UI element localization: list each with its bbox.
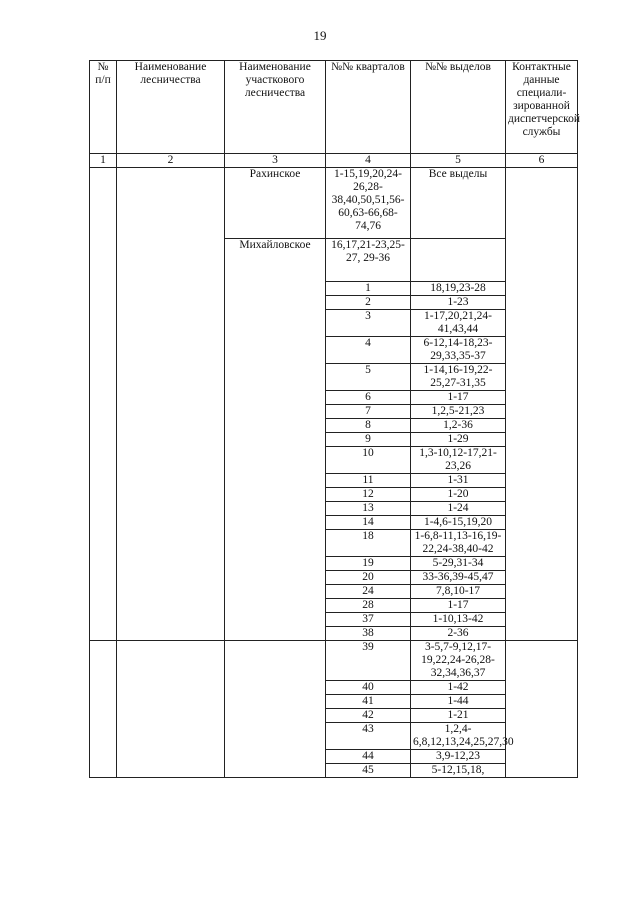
column-number: 5 bbox=[411, 154, 506, 168]
allotment-cell: 5-29,31-34 bbox=[411, 557, 506, 571]
quarter-cell: 28 bbox=[326, 599, 411, 613]
quarter-cell: 38 bbox=[326, 627, 411, 641]
table-row-rakhinskoe bbox=[90, 168, 578, 239]
column-number: 1 bbox=[90, 154, 117, 168]
quarter-cell: 2 bbox=[326, 296, 411, 310]
allotment-cell: 1,2-36 bbox=[411, 419, 506, 433]
column-number: 6 bbox=[506, 154, 578, 168]
quarter-cell: 14 bbox=[326, 516, 411, 530]
allotment-cell: 3,9-12,23 bbox=[411, 750, 506, 764]
forestry-table bbox=[89, 60, 581, 778]
quarter-cell: 42 bbox=[326, 709, 411, 723]
quarter-cell: 40 bbox=[326, 681, 411, 695]
table-row bbox=[90, 641, 578, 681]
quarter-cell: 43 bbox=[326, 723, 411, 750]
header-cell-allotments: №№ выделов bbox=[411, 61, 506, 154]
quarter-cell: 24 bbox=[326, 585, 411, 599]
quarter-cell: 9 bbox=[326, 433, 411, 447]
allotment-cell: 1,2,4-6,8,12,13,24,25,27,30 bbox=[411, 723, 506, 750]
header-cell-district-forestry: Наименование участкового лесничества bbox=[225, 61, 326, 154]
quarter-cell: 5 bbox=[326, 364, 411, 391]
allotment-cell: 1-44 bbox=[411, 695, 506, 709]
header-cell-number: № п/п bbox=[90, 61, 117, 154]
column-number: 4 bbox=[326, 154, 411, 168]
allotment-cell: 1-24 bbox=[411, 502, 506, 516]
allotment-cell: 18,19,23-28 bbox=[411, 282, 506, 296]
section2-number-cell bbox=[90, 641, 117, 778]
quarter-cell: 10 bbox=[326, 447, 411, 474]
allotment-cell: 1-17 bbox=[411, 599, 506, 613]
allotments-rakhinskoe: Все выделы bbox=[411, 168, 506, 239]
allotment-cell: 1-23 bbox=[411, 296, 506, 310]
section1-forestry-cell bbox=[117, 168, 225, 641]
allotment-cell: 1-21 bbox=[411, 709, 506, 723]
header-cell-forestry: Наименование лесничества bbox=[117, 61, 225, 154]
forestry-table-container bbox=[89, 60, 581, 778]
allotment-cell: 1-20 bbox=[411, 488, 506, 502]
quarter-cell: 19 bbox=[326, 557, 411, 571]
allotment-cell: 33-36,39-45,47 bbox=[411, 571, 506, 585]
header-cell-contacts: Контактные данные специали- зированной диспетчерской службы bbox=[506, 61, 578, 154]
allotment-cell: 3-5,7-9,12,17-19,22,24-26,28-32,34,36,37 bbox=[411, 641, 506, 681]
quarter-cell: 45 bbox=[326, 764, 411, 778]
district-name-mikhailovskoe: Михайловское bbox=[225, 239, 326, 641]
section2-contacts-cell bbox=[506, 641, 578, 778]
allotment-cell: 1-17 bbox=[411, 391, 506, 405]
allotment-cell: 1-31 bbox=[411, 474, 506, 488]
quarters-rakhinskoe: 1-15,19,20,24-26,28-38,40,50,51,56-60,63-66,68-74,76 bbox=[326, 168, 411, 239]
quarter-cell: 6 bbox=[326, 391, 411, 405]
allotment-cell: 6-12,14-18,23-29,33,35-37 bbox=[411, 337, 506, 364]
allotment-cell: 7,8,10-17 bbox=[411, 585, 506, 599]
quarter-cell: 7 bbox=[326, 405, 411, 419]
header-row bbox=[90, 61, 578, 154]
quarter-cell: 12 bbox=[326, 488, 411, 502]
section2-forestry-cell bbox=[117, 641, 225, 778]
quarter-cell: 1 bbox=[326, 282, 411, 296]
quarter-cell: 39 bbox=[326, 641, 411, 681]
allotment-cell: 1-17,20,21,24-41,43,44 bbox=[411, 310, 506, 337]
column-number-row bbox=[90, 154, 578, 168]
allotment-cell: 2-36 bbox=[411, 627, 506, 641]
allotment-cell: 1-4,6-15,19,20 bbox=[411, 516, 506, 530]
quarter-cell: 37 bbox=[326, 613, 411, 627]
quarter-cell: 13 bbox=[326, 502, 411, 516]
section2-district-cell bbox=[225, 641, 326, 778]
quarter-cell: 20 bbox=[326, 571, 411, 585]
allotment-cell: 1-10,13-42 bbox=[411, 613, 506, 627]
allotment-cell: 1-42 bbox=[411, 681, 506, 695]
quarter-cell: 18 bbox=[326, 530, 411, 557]
quarter-cell: 4 bbox=[326, 337, 411, 364]
quarter-cell: 11 bbox=[326, 474, 411, 488]
section1-number-cell bbox=[90, 168, 117, 641]
allotment-cell: 1-14,16-19,22-25,27-31,35 bbox=[411, 364, 506, 391]
quarter-cell: 8 bbox=[326, 419, 411, 433]
column-number: 3 bbox=[225, 154, 326, 168]
quarters-mikhailovskoe: 16,17,21-23,25-27, 29-36 bbox=[326, 239, 411, 282]
section1-contacts-cell bbox=[506, 168, 578, 641]
district-name-rakhinskoe: Рахинское bbox=[225, 168, 326, 239]
allotment-cell: 1-29 bbox=[411, 433, 506, 447]
quarter-cell: 44 bbox=[326, 750, 411, 764]
allotment-cell: 1,3-10,12-17,21-23,26 bbox=[411, 447, 506, 474]
quarter-cell: 3 bbox=[326, 310, 411, 337]
allotment-cell: 1-6,8-11,13-16,19-22,24-38,40-42 bbox=[411, 530, 506, 557]
allotments-mikhailovskoe bbox=[411, 239, 506, 282]
page-number: 19 bbox=[313, 28, 327, 43]
header-cell-quarters: №№ кварталов bbox=[326, 61, 411, 154]
quarter-cell: 41 bbox=[326, 695, 411, 709]
allotment-cell: 1,2,5-21,23 bbox=[411, 405, 506, 419]
column-number: 2 bbox=[117, 154, 225, 168]
allotment-cell: 5-12,15,18, bbox=[411, 764, 506, 778]
